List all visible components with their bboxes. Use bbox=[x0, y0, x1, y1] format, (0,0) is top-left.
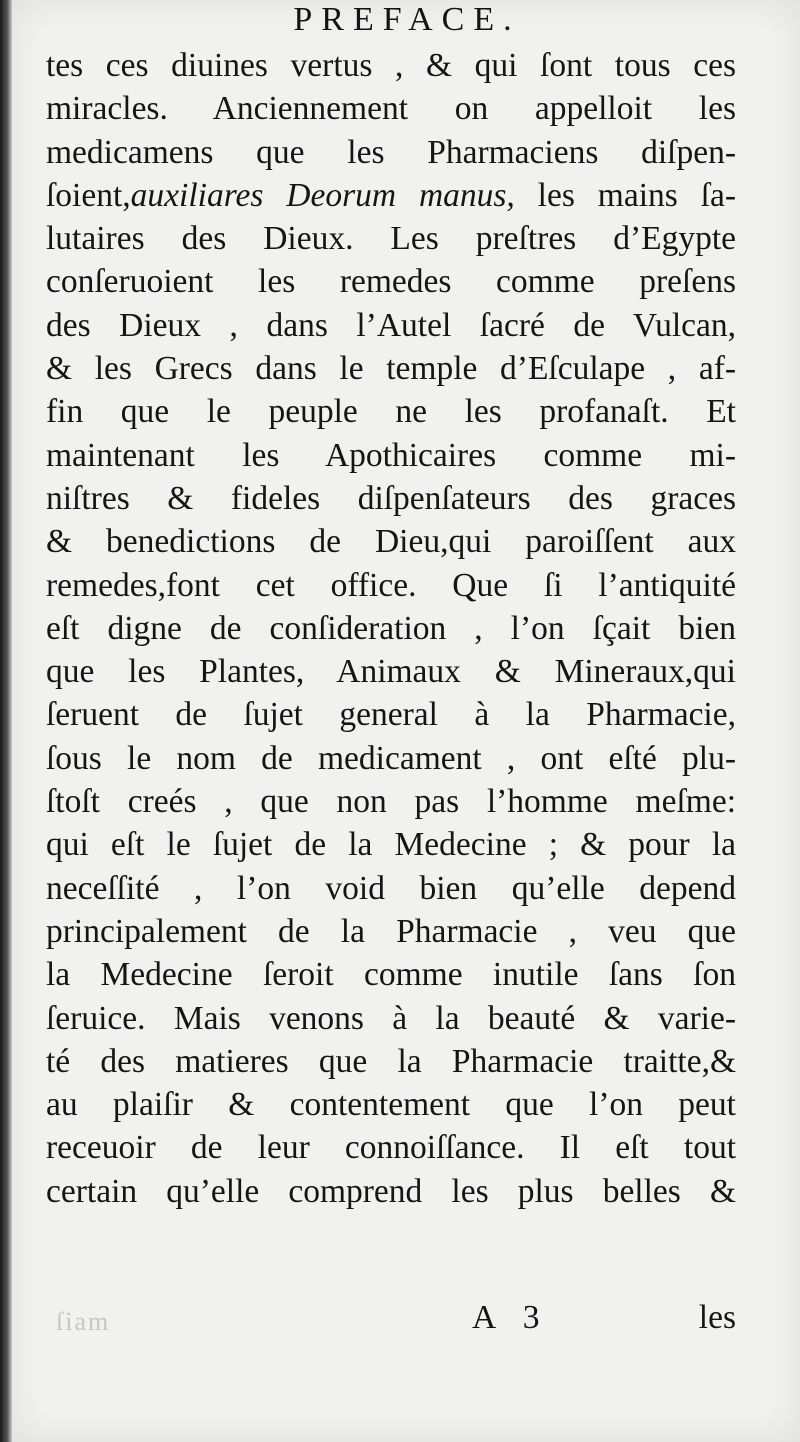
text-line bbox=[46, 953, 736, 996]
text-run: & les Grecs dans le temple d’Eſculape , af- bbox=[46, 350, 736, 388]
text-run: au plaiſir & contentement que l’on peut bbox=[46, 1086, 736, 1124]
text-line bbox=[46, 564, 736, 607]
text-run: conſeruoient les remedes comme preſens bbox=[46, 263, 736, 301]
text-line bbox=[46, 780, 736, 823]
page-gutter-shadow bbox=[0, 0, 12, 1442]
text-line bbox=[46, 1126, 736, 1169]
text-line bbox=[46, 477, 736, 520]
text-line bbox=[46, 607, 736, 650]
text-run: ſous le nom de medicament , ont eſté plu- bbox=[46, 739, 736, 777]
running-header: PREFACE. bbox=[293, 1, 521, 38]
signature-mark: A 3 bbox=[472, 1299, 550, 1336]
text-line bbox=[46, 87, 736, 130]
text-run: & benedictions de Dieu,qui paroiſſent aux bbox=[46, 523, 736, 561]
text-run: receuoir de leur connoiſſance. Il eſt tout bbox=[46, 1129, 736, 1167]
text-line bbox=[46, 434, 736, 477]
text-run: que les Plantes, Animaux & Mineraux,qui bbox=[46, 653, 736, 691]
text-run: qui eſt le ſujet de la Medecine ; & pour la bbox=[46, 826, 736, 864]
text-run: ſeruent de ſujet general à la Pharmacie, bbox=[46, 696, 736, 734]
text-line bbox=[46, 1040, 736, 1083]
text-run: medicamens que les Pharmaciens diſpen- bbox=[46, 133, 736, 171]
bleed-through-text: ſiam bbox=[56, 1307, 111, 1336]
text-line bbox=[46, 693, 736, 736]
text-run: la Medecine ſeroit comme inutile ſans ſon bbox=[46, 956, 736, 994]
text-run: les mains ſa- bbox=[514, 176, 736, 214]
body-text bbox=[46, 44, 736, 1213]
text-line bbox=[46, 867, 736, 910]
text-run: ſtoſt creés , que non pas l’homme meſme: bbox=[46, 783, 736, 821]
text-line bbox=[46, 390, 736, 433]
text-run: eſt digne de conſideration , l’on ſçait bien bbox=[46, 609, 736, 647]
text-line bbox=[46, 737, 736, 780]
text-run: lutaires des Dieux. Les preſtres d’Egypte bbox=[46, 220, 736, 258]
text-line bbox=[46, 304, 736, 347]
text-line bbox=[46, 44, 736, 87]
text-run: tes ces diuines vertus , & qui ſont tous ces bbox=[46, 47, 736, 84]
text-run: ſeruice. Mais venons à la beauté & varie- bbox=[46, 999, 736, 1037]
text-line bbox=[46, 823, 736, 866]
text-line bbox=[46, 174, 736, 217]
text-run: remedes,font cet office. Que ſi l’antiquité bbox=[46, 566, 736, 604]
text-line bbox=[46, 910, 736, 953]
text-run: des Dieux , dans l’Autel ſacré de Vulcan, bbox=[46, 306, 736, 344]
text-line bbox=[46, 1170, 736, 1213]
text-run: miracles. Anciennement on appelloit les bbox=[46, 90, 736, 128]
text-line bbox=[46, 217, 736, 260]
text-run: certain qu’elle comprend les plus belles & bbox=[46, 1172, 736, 1210]
italic-phrase: auxiliares Deorum manus, bbox=[130, 176, 515, 214]
text-run: principalement de la Pharmacie , veu que bbox=[46, 912, 736, 950]
catchword: les bbox=[698, 1299, 736, 1336]
text-line bbox=[46, 520, 736, 563]
text-run: niſtres & fideles diſpenſateurs des graces bbox=[46, 479, 736, 517]
text-run: neceſſité , l’on void bien qu’elle depend bbox=[46, 869, 736, 907]
page-footer bbox=[46, 1295, 736, 1341]
text-line bbox=[46, 997, 736, 1040]
text-line bbox=[46, 650, 736, 693]
text-run: ſoient, bbox=[46, 176, 131, 214]
text-line bbox=[46, 347, 736, 390]
text-line bbox=[46, 131, 736, 174]
text-line bbox=[46, 260, 736, 303]
text-run: maintenant les Apothicaires comme mi- bbox=[46, 436, 736, 474]
text-run: té des matieres que la Pharmacie traitte,& bbox=[46, 1042, 736, 1080]
text-line bbox=[46, 1083, 736, 1126]
text-run: fin que le peuple ne les profanaſt. Et bbox=[46, 393, 736, 431]
